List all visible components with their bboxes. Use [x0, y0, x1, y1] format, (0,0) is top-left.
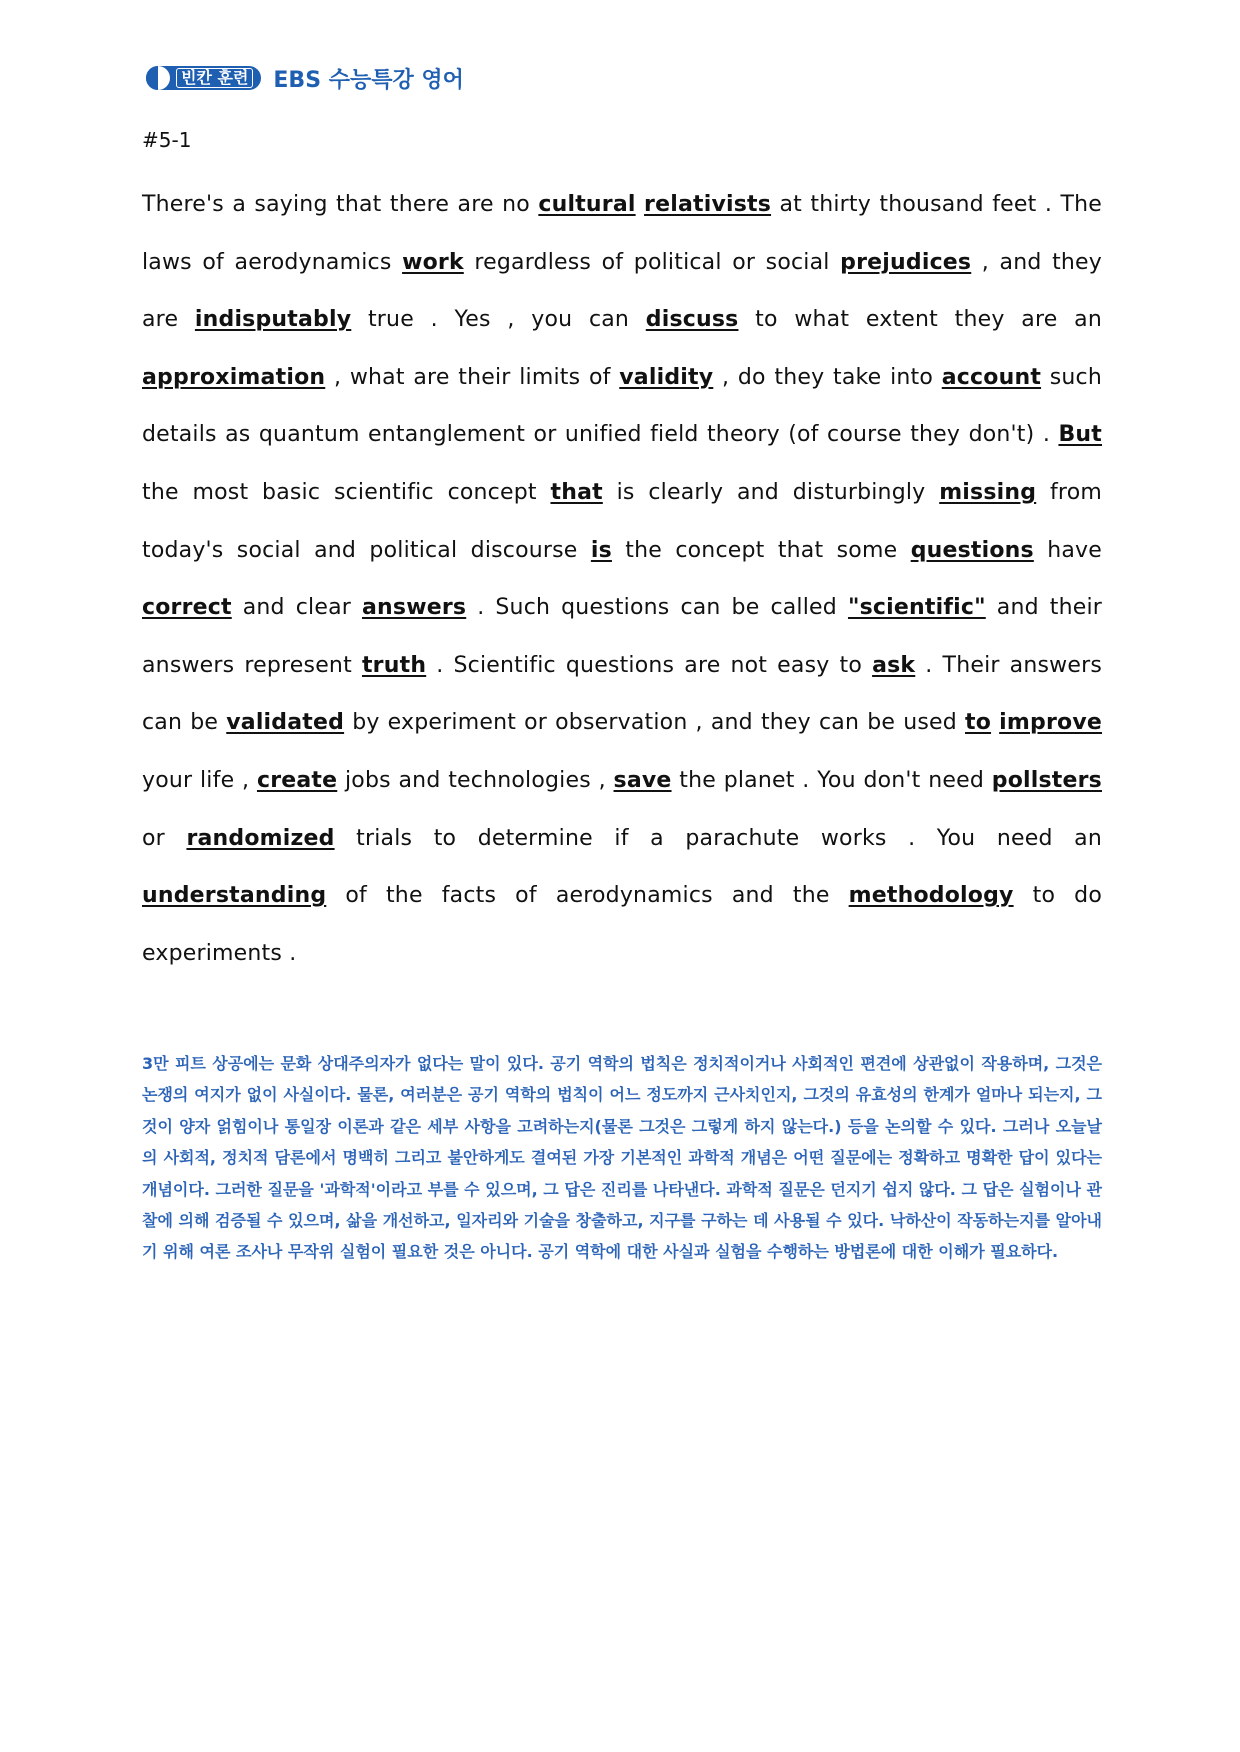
passage-text: the concept that some [611, 537, 911, 563]
passage-text: . Their answers can be [142, 652, 1103, 736]
blank-word: that [550, 479, 603, 505]
passage-text: true . Yes , you can [351, 307, 646, 333]
passage-text: the planet . You don't need [671, 767, 992, 793]
blank-word: to [965, 710, 992, 736]
blank-word: improve [999, 710, 1102, 736]
blank-word: validity [619, 364, 714, 390]
passage-text: jobs and technologies , [337, 767, 614, 793]
passage-text: at thirty thousand feet . The laws of aerodynamics [142, 192, 1102, 275]
passage-text: and clear [231, 595, 362, 621]
half-moon-icon [146, 66, 170, 90]
page-header [146, 62, 464, 94]
passage-text: or [142, 825, 187, 851]
passage-text: is clearly and disturbingly [602, 479, 940, 505]
passage-text: to what extent they are an [738, 307, 1103, 333]
blank-word: work [402, 249, 464, 275]
badge-label: 빈칸 훈련 [176, 68, 253, 88]
passage-text: the most basic scientific concept [142, 479, 551, 505]
blank-word: questions [910, 537, 1034, 563]
blank-word: approximation [142, 364, 326, 390]
blank-word: discuss [645, 307, 739, 333]
passage-text: and their answers represent [142, 595, 1103, 678]
blank-word: is [590, 537, 612, 563]
passage-text: regardless of political or social [463, 249, 841, 275]
blank-word: correct [142, 595, 232, 621]
blank-word: indisputably [194, 307, 352, 333]
passage-text: trials to determine if a parachute works . You need an [334, 825, 1102, 851]
blank-word: answers [362, 595, 467, 621]
blank-word: validated [226, 710, 345, 736]
passage-text: from today's social and political discourse [142, 479, 1102, 563]
passage-text: to do experiments . [142, 883, 1103, 966]
blank-word: ask [872, 652, 916, 678]
section-badge [146, 66, 261, 90]
blank-word: pollsters [991, 767, 1102, 793]
passage-number: #5-1 [142, 128, 192, 152]
blank-word: save [613, 767, 672, 793]
blank-word: "scientific" [847, 595, 986, 621]
passage-text [636, 192, 644, 217]
passage-text: . Scientific questions are not easy to [426, 652, 873, 678]
passage-text: , and they are [142, 249, 1102, 333]
blank-word: truth [361, 652, 427, 678]
blank-word: relativists [644, 192, 772, 217]
blank-word: methodology [848, 883, 1014, 909]
passage-text: have [1033, 537, 1102, 563]
english-passage [142, 176, 1102, 982]
blank-word: missing [939, 479, 1037, 505]
passage-text: . Such questions can be called [466, 595, 848, 621]
passage-text [991, 710, 999, 735]
blank-word: cultural [538, 192, 636, 217]
blank-word: randomized [186, 825, 335, 851]
blank-word: prejudices [840, 249, 972, 275]
passage-text: of the facts of aerodynamics and the [326, 883, 849, 909]
blank-word: create [256, 767, 338, 793]
passage-text: , what are their limits of [325, 364, 620, 390]
blank-word: account [941, 364, 1042, 390]
passage-text: There's a saying that there are no [142, 192, 539, 217]
passage-text: such details as quantum entanglement or unified field theory (of course they don't) . [142, 364, 1102, 448]
korean-translation: 3만 피트 상공에는 문화 상대주의자가 없다는 말이 있다. 공기 역학의 법칙은 정치적이거나 사회적인 편견에 상관없이 작용하며, 그것은 논쟁의 여지가 없이 사실이다. 물론, 여러분은 공기 역학의 법칙이 어느 정도까지 근사치인지, 그것의 유효성의 한계가 얼마나 되는지, 그것이 양자 얽힘이나 통일장 이론과 같은 세부 사항을 고려하는지(물론 그것은 그렇게 하지 않는다.) 등을 논의할 수 있다. 그러나 오늘날의 사회적, 정치적 담론에서 명백히 그리고 불안하게도 결여된 가장 기본적인 과학적 개념은 어떤 질문에는 정확하고 명확한 답이 있다는 개념이다. 그러한 질문을 '과학적'이라고 부를 수 있으며, 그 답은 진리를 나타낸다. 과학적 질문은 던지기 쉽지 않다. 그 답은 실험이나 관찰에 의해 검증될 수 있으며, 삶을 개선하고, 일자리와 기술을 창출하고, 지구를 구하는 데 사용될 수 있다. 낙하산이 작동하는지를 알아내기 위해 여론 조사나 무작위 실험이 필요한 것은 아니다. 공기 역학에 대한 사실과 실험을 수행하는 방법론에 대한 이해가 필요하다. [142, 1054, 1102, 1262]
blank-word: But [1058, 422, 1102, 448]
passage-text: , do they take into [713, 364, 942, 390]
passage-text: by experiment or observation , and they can be used [344, 710, 966, 736]
passage-text: your life , [142, 767, 257, 793]
blank-word: understanding [142, 883, 327, 909]
page-title: EBS 수능특강 영어 [273, 67, 464, 93]
